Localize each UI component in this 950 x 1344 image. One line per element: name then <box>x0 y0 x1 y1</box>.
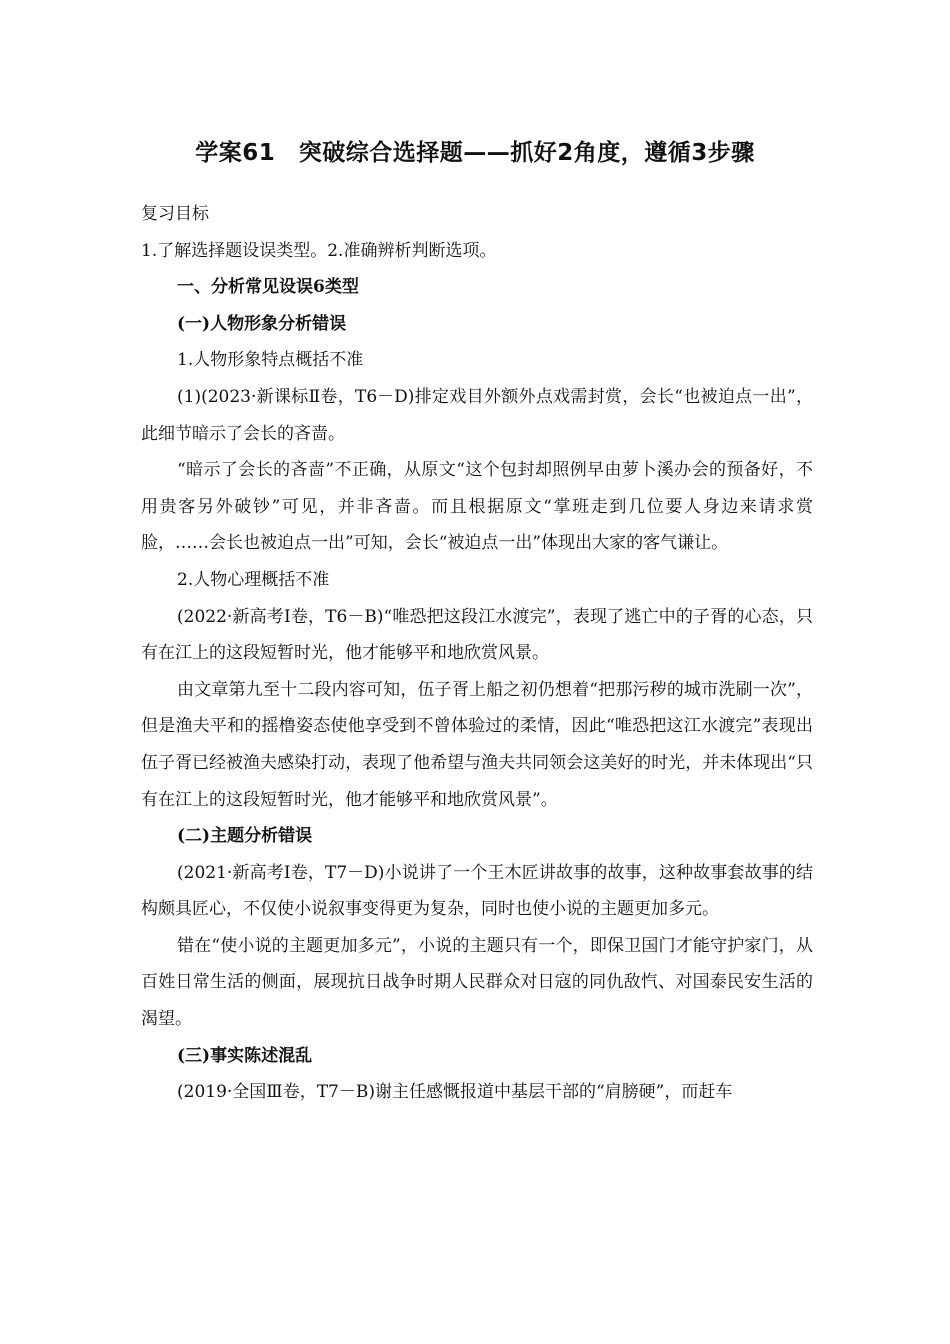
example-paragraph: (2022·新高考Ⅰ卷，T6－B)“唯恐把这段江水渡完”，表现了逃亡中的子胥的心态，只有在江上的这段短暂时光，他才能够平和地欣赏风景。 <box>141 606 813 664</box>
subsection-heading: (三)事实陈述混乱 <box>177 1045 313 1066</box>
sub-subsection-heading: 1.人物形象特点概括不准 <box>177 350 364 371</box>
subsection-heading: (一)人物形象分析错误 <box>177 313 347 334</box>
section-label: 复习目标 <box>141 204 209 224</box>
sub-subsection-heading: 2.人物心理概括不准 <box>177 569 330 590</box>
example-paragraph: (2019·全国Ⅲ卷，T7－B)谢主任感慨报道中基层干部的“肩膀硬”，而赶车 <box>177 1082 733 1103</box>
document-body <box>141 196 813 1111</box>
analysis-paragraph: 由文章第九至十二段内容可知，伍子胥上船之初仍想着“把那污秽的城市洗刷一次”，但是渔夫平和的摇橹姿态使他享受到不曾体验过的柔情，因此“唯恐把这江水渡完”表现出伍子胥已经被渔夫感染打动，表现了他希望与渔夫共同领会这美好的时光，并未体现出“只有在江上的这段短暂时光，他才能够平和地欣赏风景”。 <box>141 679 813 810</box>
analysis-paragraph: “暗示了会长的吝啬”不正确，从原文“这个包封却照例早由萝卜溪办会的预备好，不用贵客另外破钞”可见，并非吝啬。而且根据原文“掌班走到几位要人身边来请求赏脸，……会长也被迫点一出”可知，会长“被迫点一出”体现出大家的客气谦让。 <box>141 460 813 554</box>
section-heading: 一、分析常见设误6类型 <box>177 277 359 298</box>
page-title: 学案61 突破综合选择题——抓好2角度，遵循3步骤 <box>195 140 755 166</box>
example-paragraph: (2021·新高考Ⅰ卷，T7－D)小说讲了一个王木匠讲故事的故事，这种故事套故事的结构颇具匠心，不仅使小说叙事变得更为复杂，同时也使小说的主题更加多元。 <box>141 862 813 920</box>
example-paragraph: (1)(2023·新课标Ⅱ卷，T6－D)排定戏目外额外点戏需封赏，会长“也被迫点一出”，此细节暗示了会长的吝啬。 <box>141 386 813 444</box>
subsection-heading: (二)主题分析错误 <box>177 826 313 847</box>
objectives-text: 1.了解选择题设误类型。2.准确辨析判断选项。 <box>141 240 497 261</box>
analysis-paragraph: 错在“使小说的主题更加多元”，小说的主题只有一个，即保卫国门才能守护家门，从百姓日常生活的侧面，展现抗日战争时期人民群众对日寇的同仇敌忾、对国泰民安生活的渴望。 <box>141 935 813 1030</box>
